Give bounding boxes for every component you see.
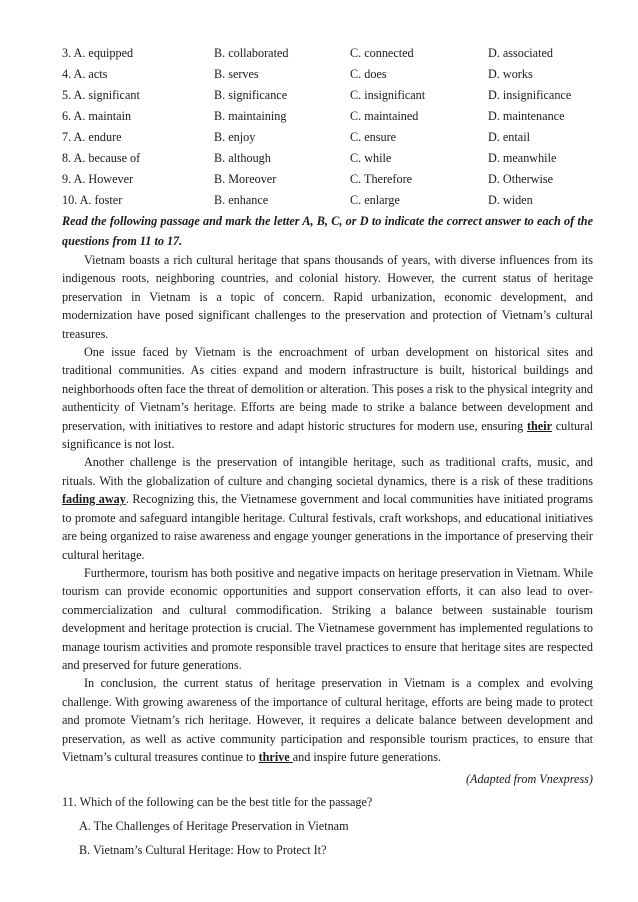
- option-c: C. ensure: [350, 130, 397, 144]
- option-a: 8. A. because of: [62, 151, 141, 165]
- option-row: [62, 106, 593, 127]
- option-c: C. enlarge: [350, 193, 400, 207]
- option-row: [62, 190, 593, 211]
- underlined-word-their: their: [526, 418, 553, 433]
- option-a: 10. A. foster: [62, 193, 123, 207]
- paragraph-text: and inspire future generations.: [292, 749, 441, 764]
- passage-paragraph-2: [62, 343, 593, 453]
- option-c: C. while: [350, 151, 392, 165]
- option-c: C. Therefore: [350, 172, 413, 186]
- option-b: B. although: [214, 151, 271, 165]
- underlined-word-thrive: thrive: [258, 749, 293, 764]
- option-a: 4. A. acts: [62, 67, 108, 81]
- option-b: B. maintaining: [214, 109, 287, 123]
- option-row: [62, 148, 593, 169]
- paragraph-text: Another challenge is the preservation of intangible heritage, such as traditional crafts, music, and rituals. With the globalization of culture and changing societal dynamics, there is a risk of these traditions: [62, 455, 593, 488]
- option-d: D. works: [488, 67, 533, 81]
- question-11: 11. Which of the following can be the best title for the passage?: [62, 795, 373, 810]
- option-a: 7. A. endure: [62, 130, 122, 144]
- passage-paragraph-4: Furthermore, tourism has both positive and negative impacts on heritage preservation in Vietnam. While tourism can provide economic opportunities and support conservation efforts, it can also lead to over-commercialization and cultural commodification. Striking a balance between sustainable tourism development and heritage protection is crucial. The Vietnamese government has implemented regulations to manage tourism activities and promote responsible travel practices to ensure that heritage sites are respected and preserved for future generations.: [62, 565, 593, 672]
- option-b: B. enhance: [214, 193, 269, 207]
- paragraph-text: In conclusion, the current status of heritage preservation in Vietnam is a complex and evolving challenge. With growing awareness of the importance of cultural heritage, efforts are being made to protect and promote Vietnam’s rich heritage. However, it requires a delicate balance between development and preservation, as well as active community participation and responsible tourism practices, to ensure that Vietnam’s cultural treasures continue to: [62, 676, 593, 764]
- option-b: B. enjoy: [214, 130, 256, 144]
- option-b: B. serves: [214, 67, 259, 81]
- paragraph-text: One issue faced by Vietnam is the encroachment of urban development on historical sites and traditional communities. As cities expand and modern infrastructure is built, historical buildings and neighborhoods often face the threat of demolition or alteration. This poses a risk to the physical integrity and authenticity of Vietnam’s heritage. Efforts are being made to strike a balance between development and preservation, with initiatives to restore and adapt historic structures for modern use, ensuring: [62, 345, 593, 433]
- passage-paragraph-3: [62, 453, 593, 563]
- option-d: D. associated: [488, 46, 553, 60]
- option-d: D. entail: [488, 130, 530, 144]
- underlined-phrase-fading-away: fading away: [62, 492, 126, 507]
- option-row: [62, 85, 593, 106]
- option-a: 9. A. However: [62, 172, 134, 186]
- paragraph-text: cultural significance is not lost.: [62, 418, 593, 452]
- question-11-option-a: A. The Challenges of Heritage Preservation in Vietnam: [79, 819, 349, 834]
- option-b: B. Moreover: [214, 172, 277, 186]
- option-d: D. widen: [488, 193, 533, 207]
- option-row: [62, 43, 593, 64]
- option-c: C. insignificant: [350, 88, 426, 102]
- option-a: 5. A. significant: [62, 88, 140, 102]
- option-d: D. meanwhile: [488, 151, 557, 165]
- option-c: C. connected: [350, 46, 414, 60]
- option-d: D. insignificance: [488, 88, 572, 102]
- option-c: C. does: [350, 67, 387, 81]
- reading-instruction: Read the following passage and mark the letter A, B, C, or D to indicate the correct answer to each of the questions from 11 to 17.: [62, 214, 593, 248]
- passage-paragraph-5: [62, 674, 593, 766]
- option-row: [62, 127, 593, 148]
- option-row: [62, 64, 593, 85]
- option-a: 6. A. maintain: [62, 109, 132, 123]
- question-11-option-b: B. Vietnam’s Cultural Heritage: How to Protect It?: [79, 843, 327, 858]
- passage-paragraph-1: Vietnam boasts a rich cultural heritage that spans thousands of years, with diverse influences from its indigenous roots, neighboring countries, and colonial history. However, the current status of heritage preservation in Vietnam is a topic of concern. Rapid urbanization, economic development, and modernization have posed significant challenges to the preservation and protection of Vietnam’s cultural treasures.: [62, 253, 593, 341]
- option-b: B. collaborated: [214, 46, 289, 60]
- answer-options-table: [62, 43, 593, 211]
- option-c: C. maintained: [350, 109, 419, 123]
- option-d: D. Otherwise: [488, 172, 553, 186]
- source-citation: (Adapted from Vnexpress): [465, 772, 593, 787]
- option-row: [62, 169, 593, 190]
- option-a: 3. A. equipped: [62, 46, 134, 60]
- option-b: B. significance: [214, 88, 288, 102]
- paragraph-text: . Recognizing this, the Vietnamese government and local communities have initiated programs to promote and safeguard intangible heritage. Cultural festivals, craft workshops, and educational initiatives are being organized to raise awareness and engage younger generations in the importance of preserving their cultural heritage.: [62, 492, 593, 562]
- option-d: D. maintenance: [488, 109, 565, 123]
